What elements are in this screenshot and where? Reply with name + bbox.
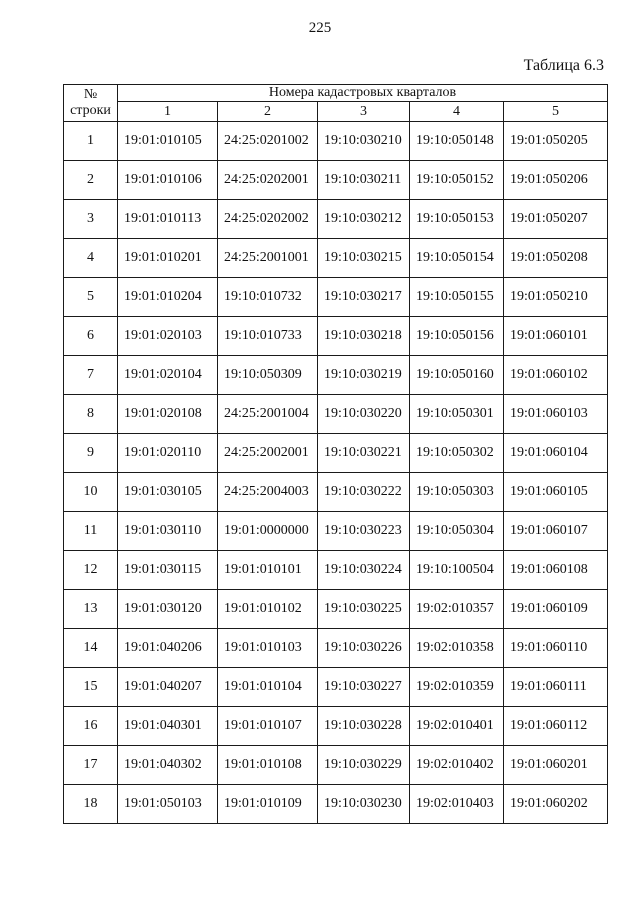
header-row-columns	[64, 102, 608, 122]
column-number-header: 3	[318, 102, 410, 122]
cadastral-number-cell: 19:10:050156	[410, 317, 504, 356]
column-number-header: 5	[504, 102, 608, 122]
table-row	[64, 122, 608, 161]
cadastral-number-cell: 19:01:020103	[118, 317, 218, 356]
table-row	[64, 629, 608, 668]
cadastral-number-cell: 19:10:030222	[318, 473, 410, 512]
cadastral-number-cell: 19:01:060105	[504, 473, 608, 512]
cadastral-number-cell: 19:10:050152	[410, 161, 504, 200]
cadastral-number-cell: 19:02:010358	[410, 629, 504, 668]
cadastral-number-cell: 19:10:030210	[318, 122, 410, 161]
cadastral-number-cell: 19:10:030228	[318, 707, 410, 746]
cadastral-number-cell: 19:01:010106	[118, 161, 218, 200]
cadastral-number-cell: 19:01:010101	[218, 551, 318, 590]
cadastral-number-cell: 19:01:060202	[504, 785, 608, 824]
cadastral-number-cell: 19:01:060201	[504, 746, 608, 785]
row-number-cell: 9	[64, 434, 118, 473]
cadastral-number-cell: 19:01:020104	[118, 356, 218, 395]
cadastral-number-cell: 19:10:030219	[318, 356, 410, 395]
cadastral-number-cell: 19:01:050103	[118, 785, 218, 824]
table-row	[64, 551, 608, 590]
table-row	[64, 668, 608, 707]
cadastral-number-cell: 19:01:010113	[118, 200, 218, 239]
cadastral-number-cell: 19:10:050302	[410, 434, 504, 473]
group-header: Номера кадастровых кварталов	[118, 85, 608, 102]
cadastral-number-cell: 19:10:030221	[318, 434, 410, 473]
cadastral-number-cell: 19:10:050154	[410, 239, 504, 278]
cadastral-number-cell: 19:01:060109	[504, 590, 608, 629]
table-caption: Таблица 6.3	[523, 57, 604, 74]
cadastral-number-cell: 19:10:030230	[318, 785, 410, 824]
cadastral-number-cell: 19:01:010107	[218, 707, 318, 746]
cadastral-number-cell: 19:01:060101	[504, 317, 608, 356]
cadastral-number-cell: 19:01:060104	[504, 434, 608, 473]
cadastral-number-cell: 19:10:030218	[318, 317, 410, 356]
cadastral-number-cell: 19:10:010732	[218, 278, 318, 317]
cadastral-number-cell: 19:01:060110	[504, 629, 608, 668]
cadastral-number-cell: 19:10:050160	[410, 356, 504, 395]
cadastral-number-cell: 19:10:030227	[318, 668, 410, 707]
table-row	[64, 785, 608, 824]
cadastral-number-cell: 19:01:040206	[118, 629, 218, 668]
cadastral-number-cell: 19:10:030223	[318, 512, 410, 551]
cadastral-number-cell: 19:01:030120	[118, 590, 218, 629]
cadastral-number-cell: 19:02:010357	[410, 590, 504, 629]
cadastral-number-cell: 19:01:060107	[504, 512, 608, 551]
cadastral-number-cell: 24:25:2004003	[218, 473, 318, 512]
cadastral-number-cell: 19:01:050206	[504, 161, 608, 200]
cadastral-number-cell: 19:01:010201	[118, 239, 218, 278]
cadastral-number-cell: 19:01:010109	[218, 785, 318, 824]
cadastral-number-cell: 24:25:2001004	[218, 395, 318, 434]
row-number-cell: 8	[64, 395, 118, 434]
cadastral-number-cell: 19:01:010204	[118, 278, 218, 317]
cadastral-number-cell: 19:01:050210	[504, 278, 608, 317]
table-row	[64, 200, 608, 239]
cadastral-number-cell: 19:01:050208	[504, 239, 608, 278]
cadastral-number-cell: 19:01:010104	[218, 668, 318, 707]
cadastral-number-cell: 19:10:050155	[410, 278, 504, 317]
cadastral-number-cell: 24:25:0202001	[218, 161, 318, 200]
header-row-group	[64, 85, 608, 102]
table-row	[64, 356, 608, 395]
cadastral-number-cell: 19:01:030105	[118, 473, 218, 512]
row-number-cell: 5	[64, 278, 118, 317]
row-number-cell: 7	[64, 356, 118, 395]
cadastral-number-cell: 19:01:030115	[118, 551, 218, 590]
cadastral-number-cell: 24:25:0202002	[218, 200, 318, 239]
cadastral-number-cell: 19:01:040301	[118, 707, 218, 746]
cadastral-number-cell: 19:01:010102	[218, 590, 318, 629]
row-number-cell: 12	[64, 551, 118, 590]
cadastral-number-cell: 19:10:030220	[318, 395, 410, 434]
cadastral-number-cell: 19:10:030212	[318, 200, 410, 239]
table-body	[64, 122, 608, 824]
row-number-cell: 14	[64, 629, 118, 668]
cadastral-number-cell: 19:01:030110	[118, 512, 218, 551]
cadastral-number-cell: 19:10:030225	[318, 590, 410, 629]
table-row	[64, 317, 608, 356]
cadastral-number-cell: 19:10:010733	[218, 317, 318, 356]
column-number-header: 2	[218, 102, 318, 122]
cadastral-number-cell: 19:01:010108	[218, 746, 318, 785]
cadastral-number-cell: 19:02:010402	[410, 746, 504, 785]
cadastral-number-cell: 19:01:050207	[504, 200, 608, 239]
table-row	[64, 746, 608, 785]
row-number-cell: 1	[64, 122, 118, 161]
table-row	[64, 590, 608, 629]
table-row	[64, 239, 608, 278]
cadastral-number-cell: 19:01:040302	[118, 746, 218, 785]
row-number-cell: 11	[64, 512, 118, 551]
cadastral-number-cell: 19:01:060102	[504, 356, 608, 395]
cadastral-number-cell: 19:01:060103	[504, 395, 608, 434]
cadastral-number-cell: 19:10:050303	[410, 473, 504, 512]
row-number-cell: 4	[64, 239, 118, 278]
table-row	[64, 161, 608, 200]
cadastral-number-cell: 19:01:060108	[504, 551, 608, 590]
row-number-header	[64, 85, 118, 122]
cadastral-number-cell: 19:10:050148	[410, 122, 504, 161]
cadastral-number-cell: 19:10:050304	[410, 512, 504, 551]
cadastral-number-cell: 19:10:030215	[318, 239, 410, 278]
row-number-cell: 13	[64, 590, 118, 629]
cadastral-number-cell: 19:01:050205	[504, 122, 608, 161]
table-row	[64, 707, 608, 746]
row-number-cell: 17	[64, 746, 118, 785]
cadastral-number-cell: 19:01:040207	[118, 668, 218, 707]
cadastral-number-cell: 24:25:2001001	[218, 239, 318, 278]
row-number-header-line2: строки	[70, 103, 111, 118]
cadastral-number-cell: 19:01:010105	[118, 122, 218, 161]
cadastral-number-cell: 19:10:030229	[318, 746, 410, 785]
row-number-cell: 3	[64, 200, 118, 239]
cadastral-number-cell: 19:02:010359	[410, 668, 504, 707]
cadastral-table	[63, 84, 608, 824]
row-number-cell: 10	[64, 473, 118, 512]
row-number-cell: 2	[64, 161, 118, 200]
cadastral-number-cell: 24:25:0201002	[218, 122, 318, 161]
cadastral-number-cell: 19:10:050301	[410, 395, 504, 434]
cadastral-number-cell: 19:02:010401	[410, 707, 504, 746]
cadastral-number-cell: 19:10:050309	[218, 356, 318, 395]
row-number-cell: 16	[64, 707, 118, 746]
table-row	[64, 434, 608, 473]
cadastral-number-cell: 19:10:030217	[318, 278, 410, 317]
cadastral-number-cell: 19:10:050153	[410, 200, 504, 239]
table-row	[64, 395, 608, 434]
table-row	[64, 278, 608, 317]
row-number-header-line1: №	[83, 87, 98, 102]
row-number-cell: 15	[64, 668, 118, 707]
cadastral-number-cell: 19:10:100504	[410, 551, 504, 590]
cadastral-number-cell: 19:01:0000000	[218, 512, 318, 551]
row-number-cell: 18	[64, 785, 118, 824]
cadastral-number-cell: 19:10:030226	[318, 629, 410, 668]
cadastral-number-cell: 19:01:020108	[118, 395, 218, 434]
cadastral-number-cell: 24:25:2002001	[218, 434, 318, 473]
cadastral-number-cell: 19:01:020110	[118, 434, 218, 473]
row-number-cell: 6	[64, 317, 118, 356]
cadastral-number-cell: 19:01:010103	[218, 629, 318, 668]
column-number-header: 1	[118, 102, 218, 122]
table-row	[64, 512, 608, 551]
cadastral-number-cell: 19:01:060111	[504, 668, 608, 707]
column-number-header: 4	[410, 102, 504, 122]
page-number: 225	[308, 20, 332, 36]
cadastral-number-cell: 19:10:030224	[318, 551, 410, 590]
table-row	[64, 473, 608, 512]
cadastral-number-cell: 19:02:010403	[410, 785, 504, 824]
cadastral-number-cell: 19:01:060112	[504, 707, 608, 746]
cadastral-number-cell: 19:10:030211	[318, 161, 410, 200]
